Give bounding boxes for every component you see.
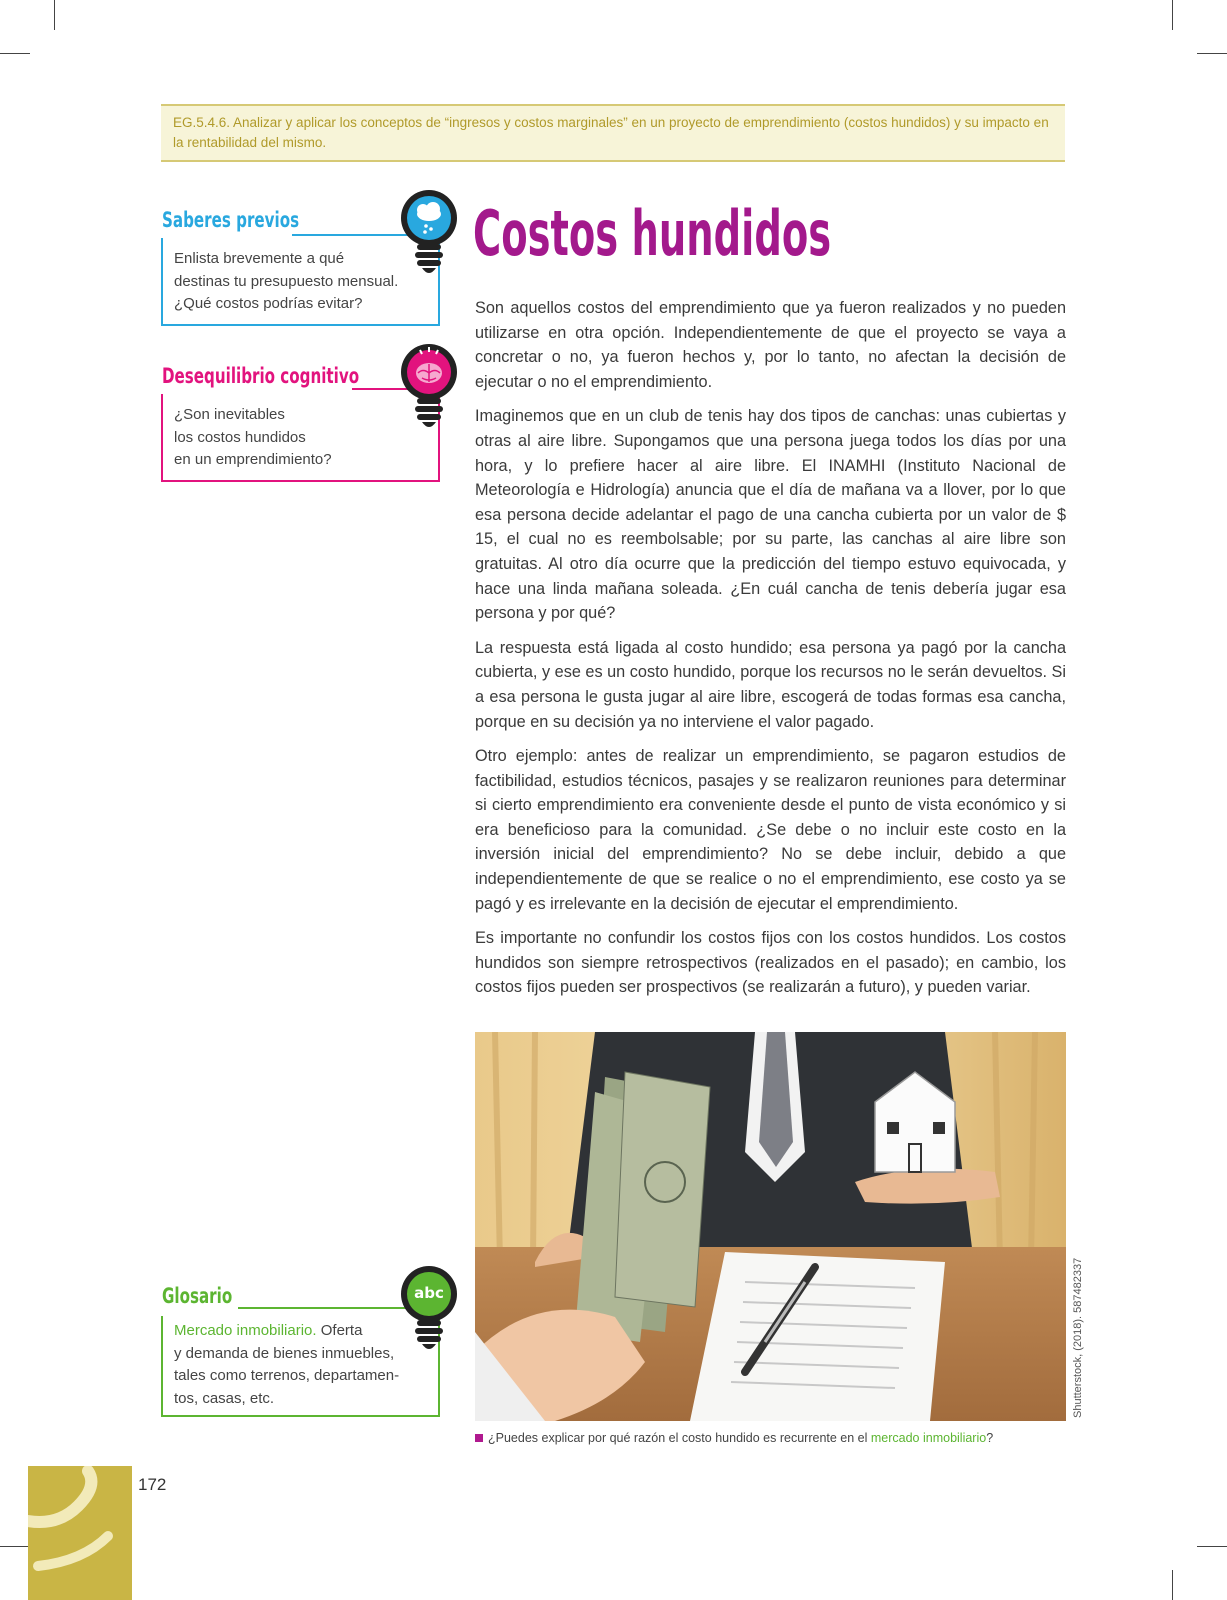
crop-mark: [0, 53, 30, 54]
glosario-rule: [238, 1307, 414, 1309]
glosario-text: Mercado inmobiliario. Oferta y demanda de bienes inmuebles, tales como terrenos, departamen- tos, casas, etc.: [174, 1322, 400, 1407]
desequilibrio-cognitivo-text: ¿Son inevitables los costos hundidos en un emprendimiento?: [174, 406, 332, 468]
paragraph: La respuesta está ligada al costo hundido; esa persona ya pagó por la cancha cubierta, y ese es un costo hundido, porque los recursos no le serán devueltos. Si a esa persona le gusta jugar al aire libre, escogerá de todas formas esa cancha, porque en su decisión ya no interviene el valor pagado.: [475, 638, 1066, 731]
glosario-title: Glosario: [162, 1284, 233, 1308]
photo-caption: ¿Puedes explicar por qué razón el costo hundido es recurrente en el mercado inmobiliario?: [475, 1431, 993, 1445]
glosario-term: Mercado inmobiliario.: [174, 1322, 317, 1339]
lightbulb-brain-icon: [398, 342, 460, 434]
crop-mark: [1172, 0, 1173, 30]
page-title: Costos hundidos: [473, 197, 832, 270]
desequilibrio-cognitivo-title: Desequilibrio cognitivo: [162, 364, 360, 388]
paragraph: Es importante no confundir los costos fijos con los costos hundidos. Los costos hundidos son siempre retrospectivos (realizados en el pasado); en cambio, los costos fijos pueden ser prospectivos (se realizarán a futuro), y pueden variar.: [475, 929, 1066, 997]
saberes-previos-text: Enlista brevemente a qué destinas tu presupuesto mensual. ¿Qué costos podrías evitar?: [174, 250, 399, 312]
photo-credit: Shutterstock, (2018). 587482337: [1072, 1257, 1084, 1418]
money-house-photo: [475, 1032, 1066, 1421]
page-number: 172: [138, 1475, 167, 1494]
saberes-previos-title: Saberes previos: [162, 208, 300, 232]
caption-square-icon: [475, 1434, 483, 1442]
paragraph: Imaginemos que en un club de tenis hay dos tipos de canchas: unas cubiertas y otras al aire libre. Supongamos que una persona juega todos los días por una hora, y lo prefiere hacer al aire libre. El INAMHI (Instituto Nacional de Meteorología e Hidrología) anuncia que el día de mañana va a llover, por lo que esa persona decide adelantar el pago de una cancha cubierta por un valor de $ 15, el cual no es reembolsable; por su parte, las canchas al aire libre son gratuitas. Al otro día ocurre que la predicción del tiempo estuvo equivocada, y hace una linda mañana soleada. ¿En cuál cancha de tenis debería jugar esa persona y por qué?: [475, 407, 1066, 623]
paragraph: Son aquellos costos del emprendimiento que ya fueron realizados y no pueden utilizarse en otra opción. Independientemente de que el proyecto se vaya a concretar o no, ya fueron hechos y, por lo tanto, no afectan la decisión de ejecutar o no el emprendimiento.: [475, 299, 1066, 391]
glosario-icon-letters: abc: [414, 1284, 444, 1302]
paragraph: Otro ejemplo: antes de realizar un emprendimiento, se pagaron estudios de factibilidad, estudios técnicos, pasajes y se realizaron reuniones para determinar si cierto emprendimiento era conveniente desde el punto de vista económico y si era beneficioso para la comunidad. ¿Se debe o no incluir este costo en la inversión inicial del emprendimiento? No se debe incluir, debido a que independientemente de que se realice o no el emprendimiento, ese costo ya se pagó y es irrelevante en la decisión de ejecutar el emprendimiento.: [475, 747, 1066, 913]
crop-mark: [0, 1546, 30, 1547]
caption-term: mercado inmobiliario: [870, 1431, 987, 1445]
crop-mark: [1197, 1546, 1227, 1547]
saberes-previos-rule: [292, 234, 414, 236]
lightbulb-abc-icon: [398, 1264, 460, 1356]
crop-mark: [54, 0, 55, 30]
lightbulb-cloud-icon: [398, 188, 460, 280]
corner-decoration: [28, 1466, 132, 1600]
crop-mark: [1172, 1570, 1173, 1600]
objective-banner: EG.5.4.6. Analizar y aplicar los conceptos de “ingresos y costos marginales” en un proyecto de emprendimiento (costos hundidos) y su impacto en la rentabilidad del mismo.: [161, 104, 1065, 162]
main-text: [475, 296, 1066, 1010]
crop-mark: [1197, 53, 1227, 54]
